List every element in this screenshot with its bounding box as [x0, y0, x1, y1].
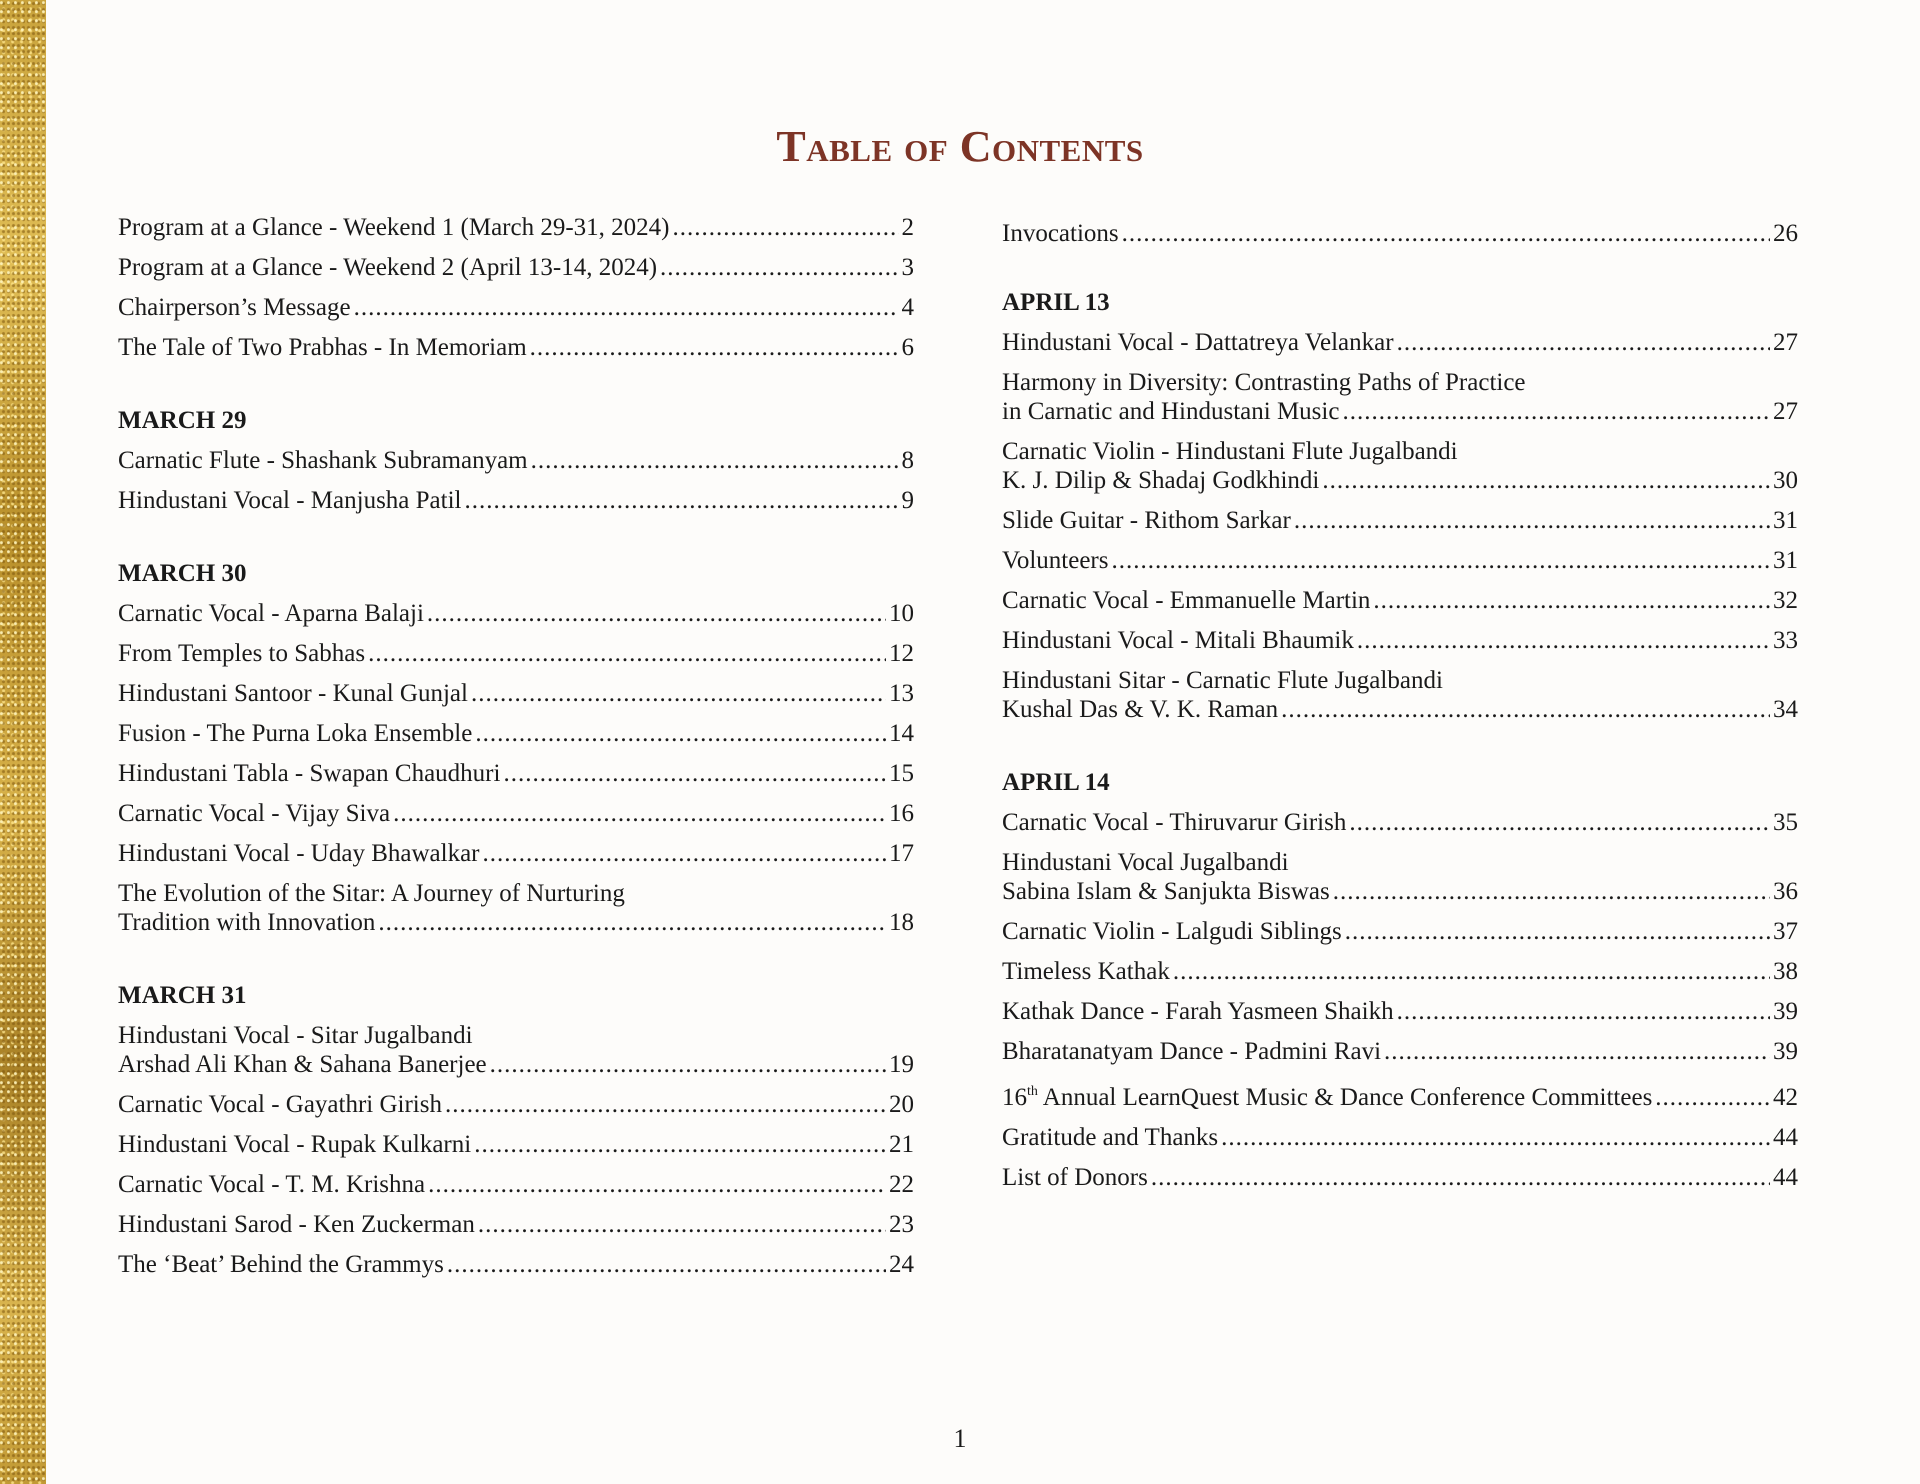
toc-entry[interactable]	[1002, 546, 1798, 575]
toc-entry-title: The ‘Beat’ Behind the Grammys	[118, 1251, 444, 1278]
toc-entry-line	[1002, 466, 1798, 495]
toc-intro-group	[118, 213, 914, 362]
toc-page-number: 2	[901, 214, 914, 241]
dot-leader	[1322, 466, 1770, 495]
toc-entry-title: Carnatic Flute - Shashank Subramanyam	[118, 447, 528, 474]
toc-entry[interactable]	[1002, 848, 1798, 906]
dot-leader	[445, 1090, 886, 1119]
toc-entry-line	[118, 639, 914, 668]
toc-entry[interactable]	[118, 719, 914, 748]
dot-leader	[474, 1130, 886, 1159]
toc-entry-title: Bharatanatyam Dance - Padmini Ravi	[1002, 1038, 1382, 1065]
toc-entry-line	[118, 213, 914, 242]
toc-entry-title: Kathak Dance - Farah Yasmeen Shaikh	[1002, 998, 1394, 1025]
dot-leader	[503, 759, 886, 788]
toc-entry[interactable]	[1002, 917, 1798, 946]
toc-entry-title: The Tale of Two Prabhas - In Memoriam	[118, 334, 527, 361]
dot-leader	[354, 293, 899, 322]
toc-entry[interactable]	[1002, 219, 1798, 248]
toc-page-number: 30	[1773, 467, 1798, 494]
toc-entry-line	[118, 1210, 914, 1239]
toc-entry[interactable]	[1002, 368, 1798, 426]
toc-entry-line	[118, 446, 914, 475]
toc-entry[interactable]	[118, 1210, 914, 1239]
toc-entry[interactable]	[118, 839, 914, 868]
toc-page-number: 20	[889, 1091, 914, 1118]
dot-leader	[1345, 917, 1770, 946]
toc-entry-line	[1002, 695, 1798, 724]
toc-entry-ordinal-suffix: th	[1027, 1084, 1038, 1099]
toc-entry[interactable]	[1002, 1037, 1798, 1066]
toc-entry-line	[118, 908, 914, 937]
toc-entry-title: List of Donors	[1002, 1164, 1148, 1191]
dot-leader	[530, 333, 899, 362]
toc-entry-line	[118, 679, 914, 708]
dot-leader	[471, 679, 886, 708]
section-heading-march-29: MARCH 29	[118, 407, 247, 434]
toc-entry-title-line: Harmony in Diversity: Contrasting Paths of Practice	[1002, 369, 1526, 396]
toc-entry-title	[1002, 1077, 1652, 1112]
toc-entry[interactable]	[118, 333, 914, 362]
toc-page-number: 32	[1773, 587, 1798, 614]
toc-page-number: 22	[889, 1171, 914, 1198]
toc-entry[interactable]	[118, 293, 914, 322]
toc-entry-title: Carnatic Vocal - Vijay Siva	[118, 800, 391, 827]
toc-entry[interactable]	[1002, 328, 1798, 357]
toc-page-number: 44	[1773, 1164, 1798, 1191]
toc-entry-line	[118, 839, 914, 868]
toc-entry[interactable]	[1002, 1123, 1798, 1152]
toc-entry-title-text: Annual LearnQuest Music & Dance Conference Committees	[1037, 1084, 1653, 1111]
toc-page-number: 42	[1773, 1084, 1798, 1111]
gold-glitter-border	[0, 0, 46, 1484]
toc-entry[interactable]	[118, 1021, 914, 1079]
toc-entry-title-line: The Evolution of the Sitar: A Journey of Nurturing	[118, 880, 625, 907]
toc-entry-title: Gratitude and Thanks	[1002, 1124, 1219, 1151]
dot-leader	[1333, 877, 1770, 906]
toc-entry[interactable]	[1002, 437, 1798, 495]
dot-leader	[1151, 1163, 1770, 1192]
toc-entry-title: Timeless Kathak	[1002, 958, 1170, 985]
dot-leader	[1397, 997, 1770, 1026]
toc-entry-line	[118, 486, 914, 515]
toc-entry-line	[1002, 808, 1798, 837]
toc-entry[interactable]	[118, 639, 914, 668]
toc-entry[interactable]	[118, 1090, 914, 1119]
toc-entry-line	[1002, 397, 1798, 426]
toc-page-number: 9	[901, 487, 914, 514]
toc-entry-line	[118, 333, 914, 362]
toc-page-number: 19	[889, 1051, 914, 1078]
dot-leader	[531, 446, 899, 475]
toc-entry-title: Fusion - The Purna Loka Ensemble	[118, 720, 473, 747]
toc-entry-title: Program at a Glance - Weekend 1 (March 29-31, 2024)	[118, 214, 670, 241]
toc-entry[interactable]	[1002, 586, 1798, 615]
toc-entry-title: Slide Guitar - Rithom Sarkar	[1002, 507, 1291, 534]
toc-entry[interactable]	[118, 1130, 914, 1159]
toc-entry-line	[118, 799, 914, 828]
toc-entry-title: Arshad Ali Khan & Sahana Banerjee	[118, 1051, 487, 1078]
dot-leader	[1111, 546, 1770, 575]
toc-entry-line	[118, 759, 914, 788]
toc-page-number: 16	[889, 800, 914, 827]
toc-entry-title: Hindustani Vocal - Uday Bhawalkar	[118, 840, 480, 867]
toc-entry-line	[1002, 219, 1798, 248]
toc-page-number: 23	[889, 1211, 914, 1238]
dot-leader	[490, 1050, 886, 1079]
toc-april-13-group	[1002, 328, 1798, 724]
toc-entry-line	[118, 719, 914, 748]
dot-leader	[427, 599, 886, 628]
toc-entry-title: Hindustani Vocal - Rupak Kulkarni	[118, 1131, 472, 1158]
toc-entry-title: Hindustani Vocal - Mitali Bhaumik	[1002, 627, 1354, 654]
toc-page-number: 35	[1773, 809, 1798, 836]
toc-page-number: 21	[889, 1131, 914, 1158]
toc-entry-title: Carnatic Vocal - Emmanuelle Martin	[1002, 587, 1371, 614]
dot-leader	[1122, 219, 1770, 248]
toc-entry-title: From Temples to Sabhas	[118, 640, 366, 667]
toc-entry-title: Carnatic Violin - Lalgudi Siblings	[1002, 918, 1342, 945]
toc-entry-line	[1002, 1163, 1798, 1192]
toc-entry-line	[118, 599, 914, 628]
toc-entry[interactable]	[118, 679, 914, 708]
toc-entry-line	[118, 1170, 914, 1199]
toc-page-number: 6	[901, 334, 914, 361]
toc-entry-title: Hindustani Vocal - Dattatreya Velankar	[1002, 329, 1394, 356]
toc-entry[interactable]	[118, 486, 914, 515]
dot-leader	[1294, 506, 1770, 535]
toc-march-30-group	[118, 599, 914, 937]
toc-march-31-group	[118, 1021, 914, 1279]
dot-leader	[673, 213, 899, 242]
dot-leader	[1373, 586, 1770, 615]
toc-entry-title: Carnatic Vocal - Thiruvarur Girish	[1002, 809, 1347, 836]
dot-leader	[1281, 695, 1770, 724]
dot-leader	[428, 1170, 886, 1199]
toc-entry-title-line: Carnatic Violin - Hindustani Flute Jugalbandi	[1002, 438, 1458, 465]
toc-entry-line	[118, 1250, 914, 1279]
toc-entry[interactable]	[118, 253, 914, 282]
toc-entry[interactable]	[118, 446, 914, 475]
dot-leader	[368, 639, 886, 668]
toc-page-number: 18	[889, 909, 914, 936]
dot-leader	[1655, 1083, 1770, 1112]
toc-right-column	[1002, 219, 1798, 1203]
toc-entry-title-line: Hindustani Vocal Jugalbandi	[1002, 849, 1289, 876]
toc-entry-line	[118, 1050, 914, 1079]
toc-entry-title: Hindustani Tabla - Swapan Chaudhuri	[118, 760, 501, 787]
toc-entry-line	[1002, 546, 1798, 575]
toc-entry[interactable]	[1002, 1077, 1798, 1112]
toc-entry-title: Hindustani Vocal - Manjusha Patil	[118, 487, 462, 514]
dot-leader	[465, 486, 899, 515]
toc-page-number: 24	[889, 1251, 914, 1278]
toc-page-number: 27	[1773, 398, 1798, 425]
dot-leader	[1221, 1123, 1770, 1152]
toc-page-number: 4	[901, 294, 914, 321]
toc-intro-right-group	[1002, 219, 1798, 248]
dot-leader	[1173, 957, 1770, 986]
toc-page-number: 17	[889, 840, 914, 867]
toc-page-number: 34	[1773, 696, 1798, 723]
toc-page-number: 26	[1773, 220, 1798, 247]
toc-entry-title: Volunteers	[1002, 547, 1109, 574]
toc-april-14-group	[1002, 808, 1798, 1192]
toc-page-number: 15	[889, 760, 914, 787]
toc-page-number: 39	[1773, 998, 1798, 1025]
dot-leader	[378, 908, 886, 937]
toc-page-number: 36	[1773, 878, 1798, 905]
toc-page-number: 37	[1773, 918, 1798, 945]
toc-entry-title: K. J. Dilip & Shadaj Godkhindi	[1002, 467, 1320, 494]
toc-entry-line	[1002, 1123, 1798, 1152]
dot-leader	[1397, 328, 1770, 357]
section-heading-april-13: APRIL 13	[1002, 289, 1110, 316]
toc-entry[interactable]	[1002, 808, 1798, 837]
dot-leader	[447, 1250, 886, 1279]
toc-entry-title: Sabina Islam & Sanjukta Biswas	[1002, 878, 1330, 905]
page-title: Table of Contents	[776, 122, 1144, 172]
toc-entry-line	[118, 1130, 914, 1159]
toc-entry-line	[1002, 1077, 1798, 1112]
dot-leader	[478, 1210, 886, 1239]
toc-page-number: 39	[1773, 1038, 1798, 1065]
toc-entry[interactable]	[118, 1170, 914, 1199]
toc-page-number: 12	[889, 640, 914, 667]
toc-march-29-group	[118, 446, 914, 515]
toc-entry-title: Tradition with Innovation	[118, 909, 376, 936]
dot-leader	[1342, 397, 1770, 426]
toc-page-number: 38	[1773, 958, 1798, 985]
toc-entry[interactable]	[118, 759, 914, 788]
toc-entry-line	[1002, 506, 1798, 535]
toc-entry[interactable]	[1002, 666, 1798, 724]
toc-page-number: 10	[889, 600, 914, 627]
section-heading-march-31: MARCH 31	[118, 982, 247, 1009]
page-number: 1	[953, 1424, 967, 1453]
toc-entry-title-line: Hindustani Vocal - Sitar Jugalbandi	[118, 1022, 473, 1049]
toc-entry[interactable]	[118, 213, 914, 242]
toc-entry-title: in Carnatic and Hindustani Music	[1002, 398, 1340, 425]
dot-leader	[660, 253, 898, 282]
toc-entry-title: Invocations	[1002, 220, 1119, 247]
toc-entry[interactable]	[118, 599, 914, 628]
toc-page-number: 3	[901, 254, 914, 281]
toc-entry-line	[118, 293, 914, 322]
toc-page-number: 13	[889, 680, 914, 707]
toc-page-number: 33	[1773, 627, 1798, 654]
toc-entry-title: Carnatic Vocal - T. M. Krishna	[118, 1171, 426, 1198]
toc-entry[interactable]	[1002, 626, 1798, 655]
toc-entry[interactable]	[118, 879, 914, 937]
section-heading-april-14: APRIL 14	[1002, 769, 1110, 796]
toc-entry-line	[1002, 917, 1798, 946]
toc-entry-title: Hindustani Santoor - Kunal Gunjal	[118, 680, 468, 707]
toc-entry-title: Carnatic Vocal - Aparna Balaji	[118, 600, 424, 627]
toc-page-number: 31	[1773, 547, 1798, 574]
toc-page-number: 27	[1773, 329, 1798, 356]
dot-leader	[483, 839, 887, 868]
section-heading-march-30: MARCH 30	[118, 560, 247, 587]
toc-entry[interactable]	[1002, 957, 1798, 986]
toc-entry-ordinal: 16	[1002, 1084, 1027, 1111]
toc-entry-title: Carnatic Vocal - Gayathri Girish	[118, 1091, 442, 1118]
toc-entry[interactable]	[1002, 506, 1798, 535]
toc-entry-line	[118, 1090, 914, 1119]
dot-leader	[1384, 1037, 1770, 1066]
toc-entry[interactable]	[1002, 997, 1798, 1026]
toc-entry[interactable]	[118, 1250, 914, 1279]
toc-page-number: 44	[1773, 1124, 1798, 1151]
toc-page-number: 14	[889, 720, 914, 747]
dot-leader	[475, 719, 886, 748]
toc-entry[interactable]	[118, 799, 914, 828]
toc-entry-title: Chairperson’s Message	[118, 294, 351, 321]
toc-entry-line	[118, 253, 914, 282]
toc-entry-line	[1002, 626, 1798, 655]
toc-entry-line	[1002, 877, 1798, 906]
toc-entry-line	[1002, 1037, 1798, 1066]
toc-entry[interactable]	[1002, 1163, 1798, 1192]
toc-entry-title: Program at a Glance - Weekend 2 (April 13-14, 2024)	[118, 254, 658, 281]
toc-entry-line	[1002, 328, 1798, 357]
toc-entry-title: Hindustani Sarod - Ken Zuckerman	[118, 1211, 475, 1238]
toc-entry-title: Kushal Das & V. K. Raman	[1002, 696, 1279, 723]
dot-leader	[393, 799, 886, 828]
toc-page-number: 8	[901, 447, 914, 474]
toc-page-number: 31	[1773, 507, 1798, 534]
dot-leader	[1357, 626, 1770, 655]
toc-left-column	[118, 213, 914, 1290]
toc-entry-line	[1002, 997, 1798, 1026]
toc-entry-line	[1002, 586, 1798, 615]
toc-entry-title-line: Hindustani Sitar - Carnatic Flute Jugalbandi	[1002, 667, 1443, 694]
dot-leader	[1349, 808, 1770, 837]
toc-entry-line	[1002, 957, 1798, 986]
